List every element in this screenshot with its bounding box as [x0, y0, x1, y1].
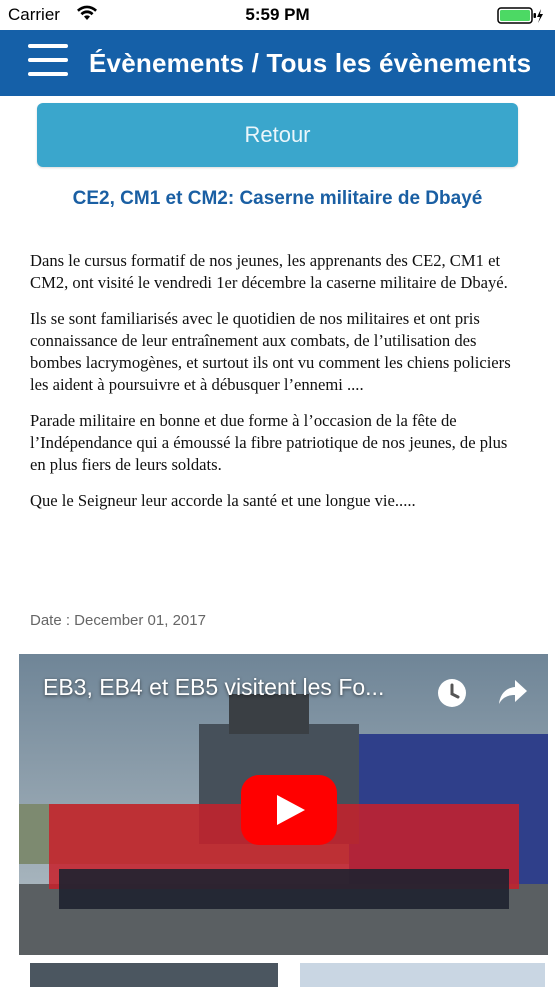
nav-bar	[0, 30, 555, 96]
video-player[interactable]	[19, 654, 548, 955]
clock-time: 5:59 PM	[245, 5, 310, 24]
event-title: CE2, CM1 et CM2: Caserne militaire de Dbayé	[72, 188, 483, 209]
article-paragraph: Dans le cursus formatif de nos jeunes, les apprenants des CE2, CM1 et CM2, ont visité le vendredi 1er décembre la caserne militaire de Dbayé.	[30, 251, 508, 292]
page-title: Évènements / Tous les évènements	[89, 48, 532, 78]
menu-icon[interactable]	[28, 44, 68, 80]
play-button[interactable]	[241, 775, 337, 845]
back-button[interactable]: Retour	[37, 103, 518, 167]
share-icon[interactable]	[497, 678, 529, 706]
status-bar	[0, 0, 555, 30]
event-date: Date : December 01, 2017	[30, 612, 206, 629]
event-article	[30, 250, 520, 526]
gallery-thumbnail[interactable]	[30, 963, 278, 987]
article-paragraph: Parade militaire en bonne et due forme à l’occasion de la fête de l’Indépendance qui a émoussé la fibre patriotique de nos jeunes, de plus en plus fiers de leurs soldats.	[30, 411, 508, 474]
article-paragraph: Ils se sont familiarisés avec le quotidien de nos militaires et ont pris connaissance de leur entraînement aux combats, de l’utilisation des bombes lacrymogènes, et surtout ils ont vu comment les chiens policiers les aident à poursuivre et à débusquer l’ennemi ....	[30, 309, 511, 394]
video-title: EB3, EB4 et EB5 visitent les Fo...	[43, 674, 385, 700]
article-paragraph: Que le Seigneur leur accorde la santé et une longue vie.....	[30, 491, 416, 510]
watch-later-icon[interactable]	[435, 676, 469, 710]
carrier-label: Carrier	[8, 5, 60, 24]
battery-icon	[497, 7, 545, 25]
gallery-thumbnail[interactable]	[300, 963, 545, 987]
